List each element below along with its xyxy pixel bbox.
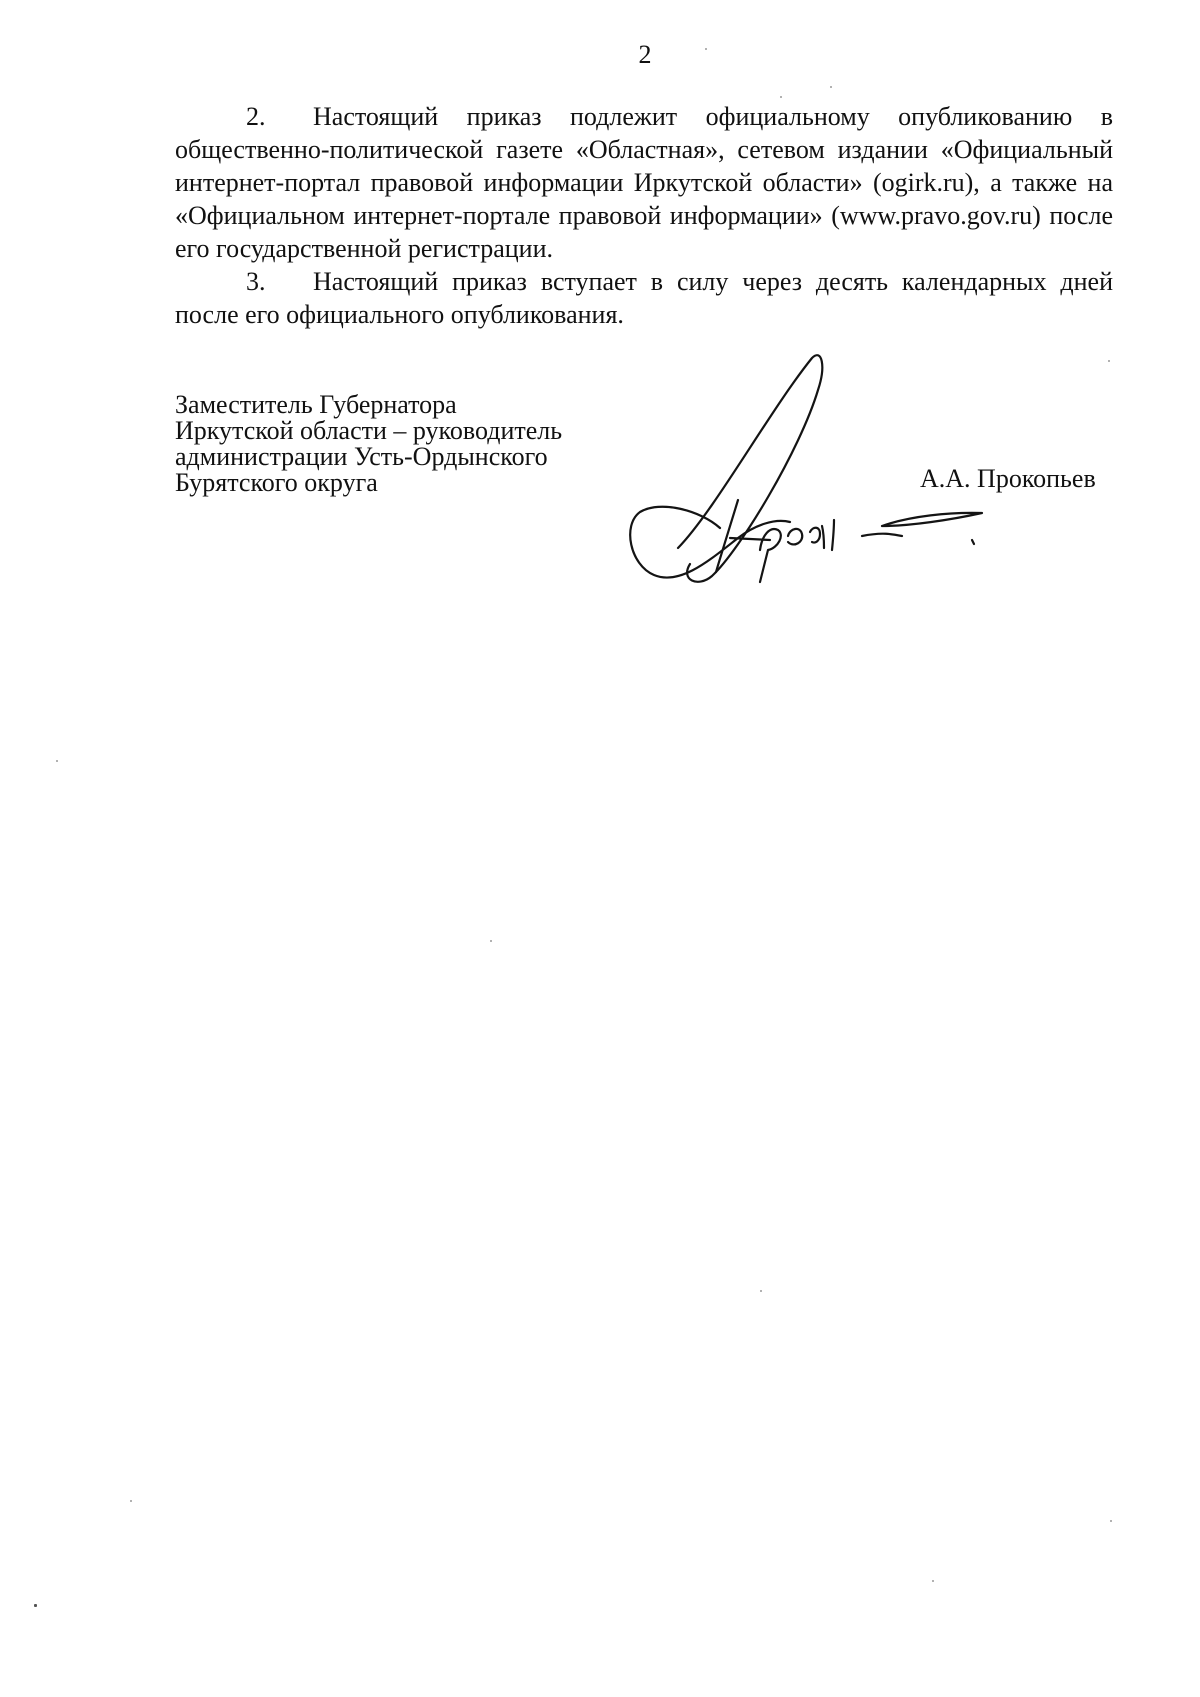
scan-speck xyxy=(705,48,707,50)
page-number: 2 xyxy=(638,40,652,69)
scan-speck xyxy=(932,1580,934,1582)
scan-speck xyxy=(1110,1520,1112,1522)
scan-speck xyxy=(490,940,492,942)
paragraph-number: 2. xyxy=(246,102,266,131)
paragraph-2 xyxy=(175,100,1113,265)
signer-name: А.А. Прокопьев xyxy=(920,464,1096,493)
scan-speck xyxy=(830,86,832,88)
document-body xyxy=(175,100,1113,331)
signer-position-line: администрации Усть-Ордынского xyxy=(175,442,548,471)
signer-position-line: Заместитель Губернатора xyxy=(175,390,457,419)
signer-position-line: Бурятского округа xyxy=(175,468,378,497)
paragraph-3 xyxy=(175,265,1113,331)
signer-position xyxy=(175,392,635,496)
paragraph-number: 3. xyxy=(246,267,266,296)
scan-speck xyxy=(56,760,58,762)
paragraph-text: Настоящий приказ подлежит официальному опубликованию в общественно-политической газете «Областная», сетевом издании «Официальный интернет-портал правовой информации Иркутской области» (ogirk.ru), а также на «Официальном интернет-портале правовой информации» (www.pravo.gov.ru) после его государственной регистрации. xyxy=(175,102,1113,263)
signer-position-line: Иркутской области – руководитель xyxy=(175,416,563,445)
scan-speck xyxy=(1108,360,1110,362)
scan-speck xyxy=(760,1290,762,1292)
scan-speck xyxy=(780,96,782,98)
scan-speck xyxy=(34,1604,37,1607)
paragraph-text: Настоящий приказ вступает в силу через десять календарных дней после его официального опубликования. xyxy=(175,267,1113,329)
scan-speck xyxy=(130,1500,132,1502)
